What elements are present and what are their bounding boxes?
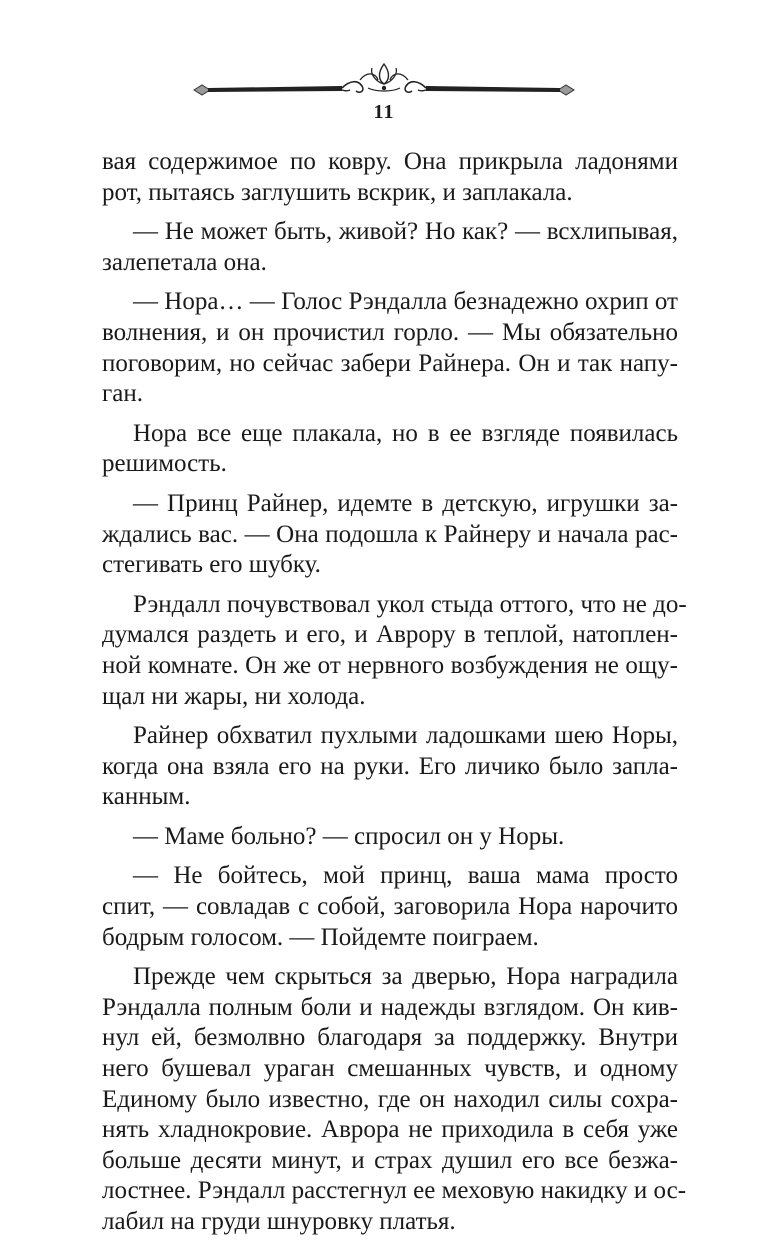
page-number: 11	[373, 101, 395, 123]
text-line: — Маме больно? — спросил он у Норы.	[133, 822, 565, 850]
text-line: Рэндалла полным боли и надежды взглядом. Он кив-	[102, 993, 678, 1021]
paragraph	[102, 590, 687, 712]
text-line: спит, — совладав с собой, заговорила Нора нарочито	[102, 893, 678, 921]
text-line: поговорим, но сейчас забери Райнера. Он и так напу-	[102, 349, 678, 377]
paragraph	[102, 217, 678, 278]
text-line: канным.	[102, 783, 191, 811]
text-line: — Нора… — Голос Рэндалла безнадежно охрип от	[133, 288, 678, 316]
text-line: — Не может быть, живой? Но как? — всхлипывая,	[133, 218, 678, 246]
paragraph-gap	[102, 581, 678, 590]
text-line: волнения, и он прочистил горло. — Мы обязательно	[102, 318, 678, 346]
text-line: него бушевал ураган смешанных чувств, и одному	[102, 1055, 678, 1083]
text-line: Прежде чем скрыться за дверью, Нора наградила	[133, 963, 678, 991]
text-line: бодрым голосом. — Пойдемте поиграем.	[102, 923, 539, 951]
text-line: лабил на груди шнуровку платья.	[102, 1208, 456, 1235]
text-line: нул ей, безмолвно благодаря за поддержку. Внутри	[102, 1024, 678, 1052]
text-line: Нора все еще плакала, но в ее взгляде появилась	[133, 419, 678, 447]
text-line: ган.	[102, 380, 143, 408]
paragraph-gap	[102, 208, 678, 217]
paragraph	[102, 721, 678, 813]
text-line: лостнее. Рэндалл расстегнул ее меховую накидку и ос-	[102, 1177, 687, 1205]
text-line: думался раздеть и его, и Аврору в теплой, натоплен-	[102, 621, 678, 649]
text-line: Единому было известно, где он находил силы сохра-	[102, 1085, 678, 1113]
text-line: когда она взяла его на руки. Его личико было запла-	[102, 752, 678, 780]
text-line: щал ни жары, ни холода.	[102, 682, 366, 710]
paragraph	[102, 822, 678, 853]
flourish-divider-icon	[192, 58, 576, 102]
text-line: решимость.	[102, 450, 227, 478]
paragraph	[102, 962, 687, 1237]
text-line: ной комнате. Он же от нервного возбуждения не ощу-	[102, 651, 678, 679]
body-text	[102, 147, 687, 1238]
text-line: Рэндалл почувствовал укол стыда оттого, что не до-	[133, 590, 687, 618]
text-line: стегивать его шубку.	[102, 551, 321, 579]
paragraph-gap	[102, 813, 678, 822]
paragraph	[102, 489, 678, 581]
text-line: залепетала она.	[102, 248, 267, 276]
paragraph	[102, 861, 678, 953]
text-line: рот, пытаясь заглушить вскрик, и заплакала.	[102, 178, 573, 206]
text-line: вая содержимое по ковру. Она прикрыла ладонями	[102, 148, 678, 175]
text-line: — Принц Райнер, идемте в детскую, игрушки за-	[133, 489, 678, 517]
text-line: — Не бойтесь, мой принц, ваша мама просто	[133, 862, 678, 890]
text-line: ждались вас. — Она подошла к Райнеру и начала рас-	[102, 520, 678, 548]
paragraph	[102, 147, 678, 208]
paragraph-gap	[102, 712, 678, 721]
text-line: Райнер обхватил пухлыми ладошками шею Норы,	[133, 722, 678, 750]
paragraph-gap	[102, 953, 678, 962]
paragraph-gap	[102, 852, 678, 861]
paragraph-gap	[102, 278, 678, 287]
text-line: больше десяти минут, и страх душил его все безжа-	[102, 1146, 678, 1174]
text-line: нять хладнокровие. Аврора не приходила в себя уже	[102, 1116, 678, 1144]
paragraph-gap	[102, 410, 678, 419]
paragraph	[102, 419, 678, 480]
paragraph	[102, 287, 678, 409]
paragraph-gap	[102, 480, 678, 489]
